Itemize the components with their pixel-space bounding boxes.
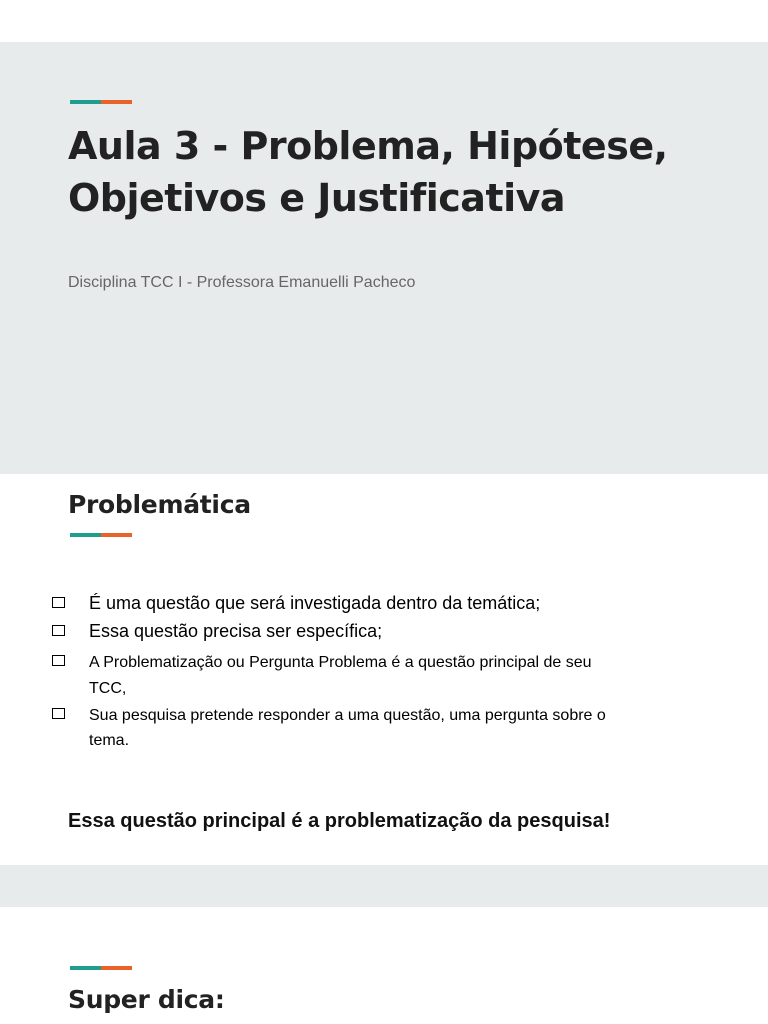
checkbox-bullet-icon — [52, 625, 65, 636]
list-item-text-line-2: tema. — [89, 732, 130, 749]
accent-bar-teal — [70, 100, 101, 104]
accent-bar-orange — [101, 966, 132, 970]
slide-title-line-1: Aula 3 - Problema, Hipótese, — [68, 124, 668, 168]
accent-bar — [70, 966, 132, 970]
checkbox-bullet-icon — [52, 655, 65, 666]
list-item-text-line-1: Sua pesquisa pretende responder a uma questão, uma pergunta sobre o — [89, 707, 606, 724]
slide-title-line-2: Objetivos e Justificativa — [68, 176, 566, 220]
slide-subtitle: Disciplina TCC I - Professora Emanuelli Pacheco — [68, 274, 416, 291]
super-dica-slide — [0, 907, 768, 1024]
list-item-text: Essa questão precisa ser específica; — [89, 621, 383, 641]
section-heading: Super dica: — [68, 985, 225, 1014]
list-item-text-line-1: A Problematização ou Pergunta Problema é a questão principal de seu — [89, 654, 592, 671]
key-statement: Essa questão principal é a problematização da pesquisa! — [68, 810, 611, 832]
accent-bar-orange — [101, 100, 132, 104]
list-item-text — [89, 703, 689, 753]
accent-bar-teal — [70, 533, 101, 537]
title-slide — [0, 42, 768, 474]
section-heading: Problemática — [68, 490, 251, 519]
problematica-slide — [0, 474, 768, 865]
accent-bar-teal — [70, 966, 101, 970]
list-item-text — [89, 650, 689, 702]
checkbox-bullet-icon — [52, 708, 65, 719]
slide-title — [68, 120, 728, 224]
accent-bar-orange — [101, 533, 132, 537]
accent-bar — [70, 533, 132, 537]
list-item-text-line-2: TCC, — [89, 680, 127, 697]
checkbox-bullet-icon — [52, 597, 65, 608]
page-top-margin — [0, 0, 768, 42]
list-item-text: É uma questão que será investigada dentro da temática; — [89, 593, 541, 613]
accent-bar — [70, 100, 132, 104]
